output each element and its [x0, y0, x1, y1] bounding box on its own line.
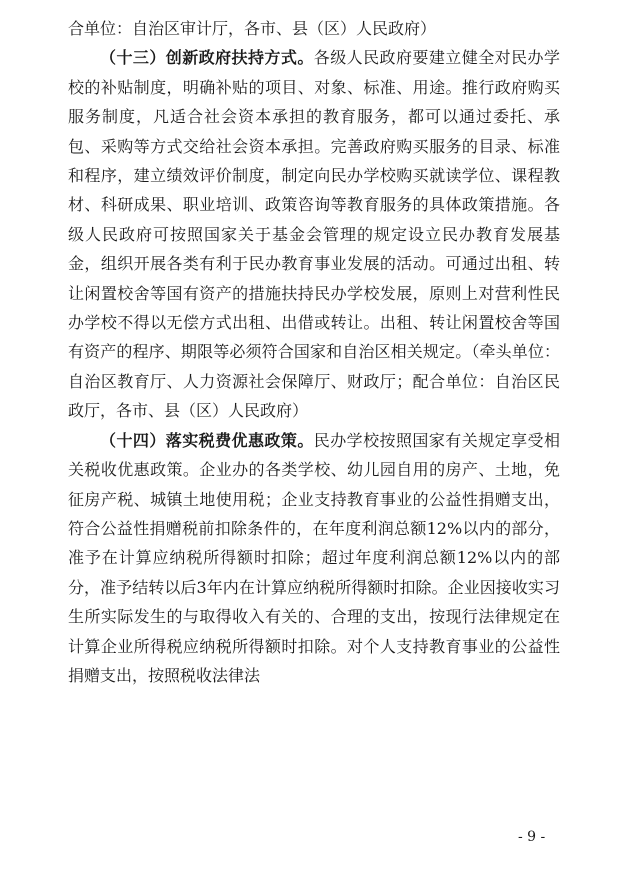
paragraph-heading: （十四）落实税费优惠政策。 [100, 430, 314, 450]
paragraph-item-14 [68, 426, 560, 691]
paragraph-heading: （十三）创新政府扶持方式。 [100, 48, 314, 68]
paragraph-body: 合单位：自治区审计厅，各市、县（区）人民政府） [68, 19, 437, 38]
page-number: - 9 - [518, 829, 546, 845]
paragraph-continuation [68, 14, 560, 43]
paragraph-body: 各级人民政府要建立健全对民办学校的补贴制度，明确补贴的项目、对象、标准、用途。推行政府购买服务制度，凡适合社会资本承担的教育服务，都可以通过委托、承包、采购等方式交给社会资本承担。完善政府购买服务的目录、标准和程序，建立绩效评价制度，制定向民办学校购买就读学位、课程教材、科研成果、职业培训、政策咨询等教育服务的具体政策措施。各级人民政府可按照国家关于基金会管理的规定设立民办教育发展基金，组织开展各类有利于民办教育事业发展的活动。可通过出租、转让闲置校舍等国有资产的措施扶持民办学校发展，原则上对营利性民办学校不得以无偿方式出租、出借或转让。出租、转让闲置校舍等国有资产的程序、期限等必须符合国家和自治区相关规定。（牵头单位：自治区教育厅、人力资源社会保障厅、财政厅；配合单位：自治区民政厅，各市、县（区）人民政府） [68, 48, 560, 421]
paragraph-body: 民办学校按照国家有关规定享受相关税收优惠政策。企业办的各类学校、幼儿园自用的房产、土地，免征房产税、城镇土地使用税；企业支持教育事业的公益性捐赠支出，符合公益性捐赠税前扣除条件的，在年度利润总额12%以内的部分，准予在计算应纳税所得额时扣除；超过年度利润总额12%以内的部分，准予结转以后3年内在计算应纳税所得额时扣除。企业因接收实习生所实际发生的与取得收入有关的、合理的支出，按现行法律规定在计算企业所得税应纳税所得额时扣除。对个人支持教育事业的公益性捐赠支出，按照税收法律法 [68, 430, 560, 685]
document-page [68, 14, 560, 690]
paragraph-item-13 [68, 43, 560, 425]
